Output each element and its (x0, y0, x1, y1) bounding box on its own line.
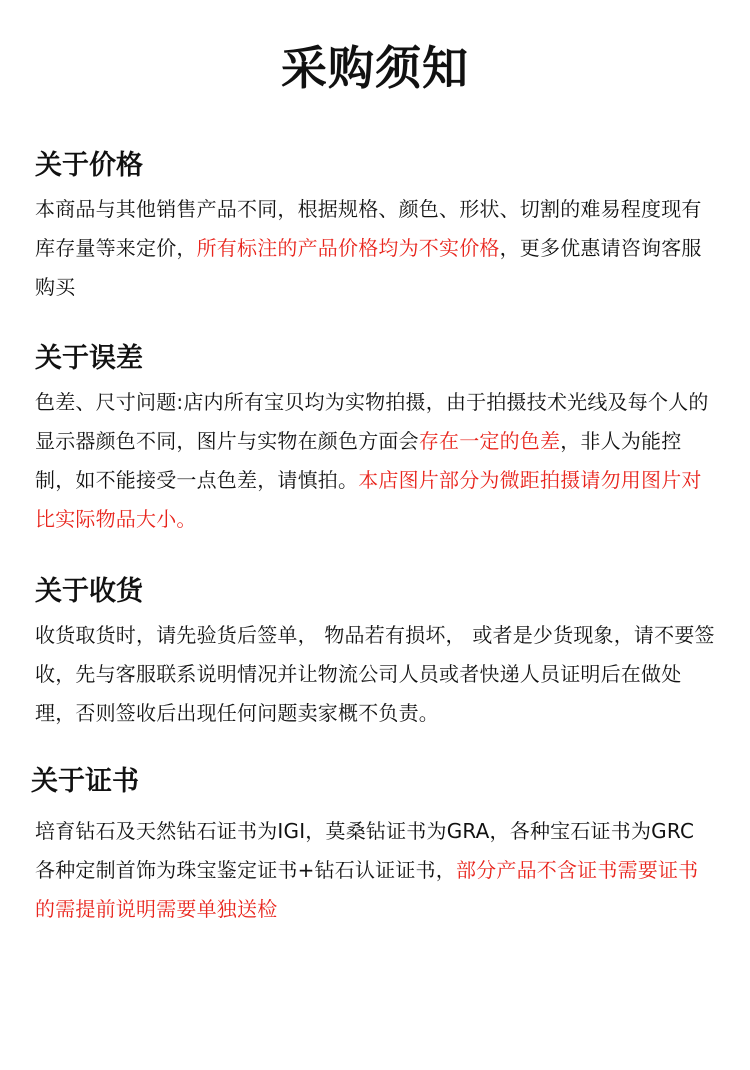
section-body-receive (35, 616, 715, 733)
price-text: 本商品与其他销售产品不同，根据规格、颜色、形状、切割的难易程度现有库存量等来定价， (35, 197, 702, 260)
price-highlight: 所有标注的产品价格均为不实价格 (196, 236, 500, 260)
section-heading-receive: 关于收货 (35, 576, 143, 607)
section-heading-error: 关于误差 (35, 343, 143, 374)
section-receive (35, 574, 715, 733)
section-cert (31, 764, 711, 929)
receive-text: 收货取货时，请先验货后签单， 物品若有损坏， 或者是少货现象，请不要签收，先与客服联系说明情况并让物流公司人员或者快递人员证明后在做处理，否则签收后出现任何问题卖家概不负责。 (35, 623, 715, 725)
error-text-mid: ，非人为能控制，如不能接受一点色差，请慎拍。 (35, 429, 682, 492)
price-text-end: ，更多优惠请咨询客服购买 (35, 236, 702, 299)
page-title: 采购须知 (281, 41, 469, 95)
error-text: 色差、尺寸问题:店内所有宝贝均为实物拍摄，由于拍摄技术光线及每个人的显示器颜色不同，图片与实物在颜色方面会 (35, 390, 709, 453)
section-error (35, 341, 715, 539)
error-highlight-color: 存在一定的色差 (418, 429, 561, 453)
cert-text: 培育钻石及天然钻石证书为IGI，莫桑钻证书为GRA，各种宝石证书为GRC各种定制首饰为珠宝鉴定证书+钻石认证证书， (35, 819, 695, 882)
section-heading-cert: 关于证书 (31, 766, 139, 797)
section-body-price (35, 190, 715, 307)
error-highlight-size: 本店图片部分为微距拍摄请勿用图片对比实际物品大小。 (35, 468, 702, 531)
section-price (35, 148, 715, 307)
section-body-error (35, 383, 715, 539)
cert-highlight: 部分产品不含证书需要证书的需提前说明需要单独送检 (35, 858, 699, 921)
section-heading-price: 关于价格 (35, 150, 143, 181)
section-body-cert (35, 812, 711, 929)
